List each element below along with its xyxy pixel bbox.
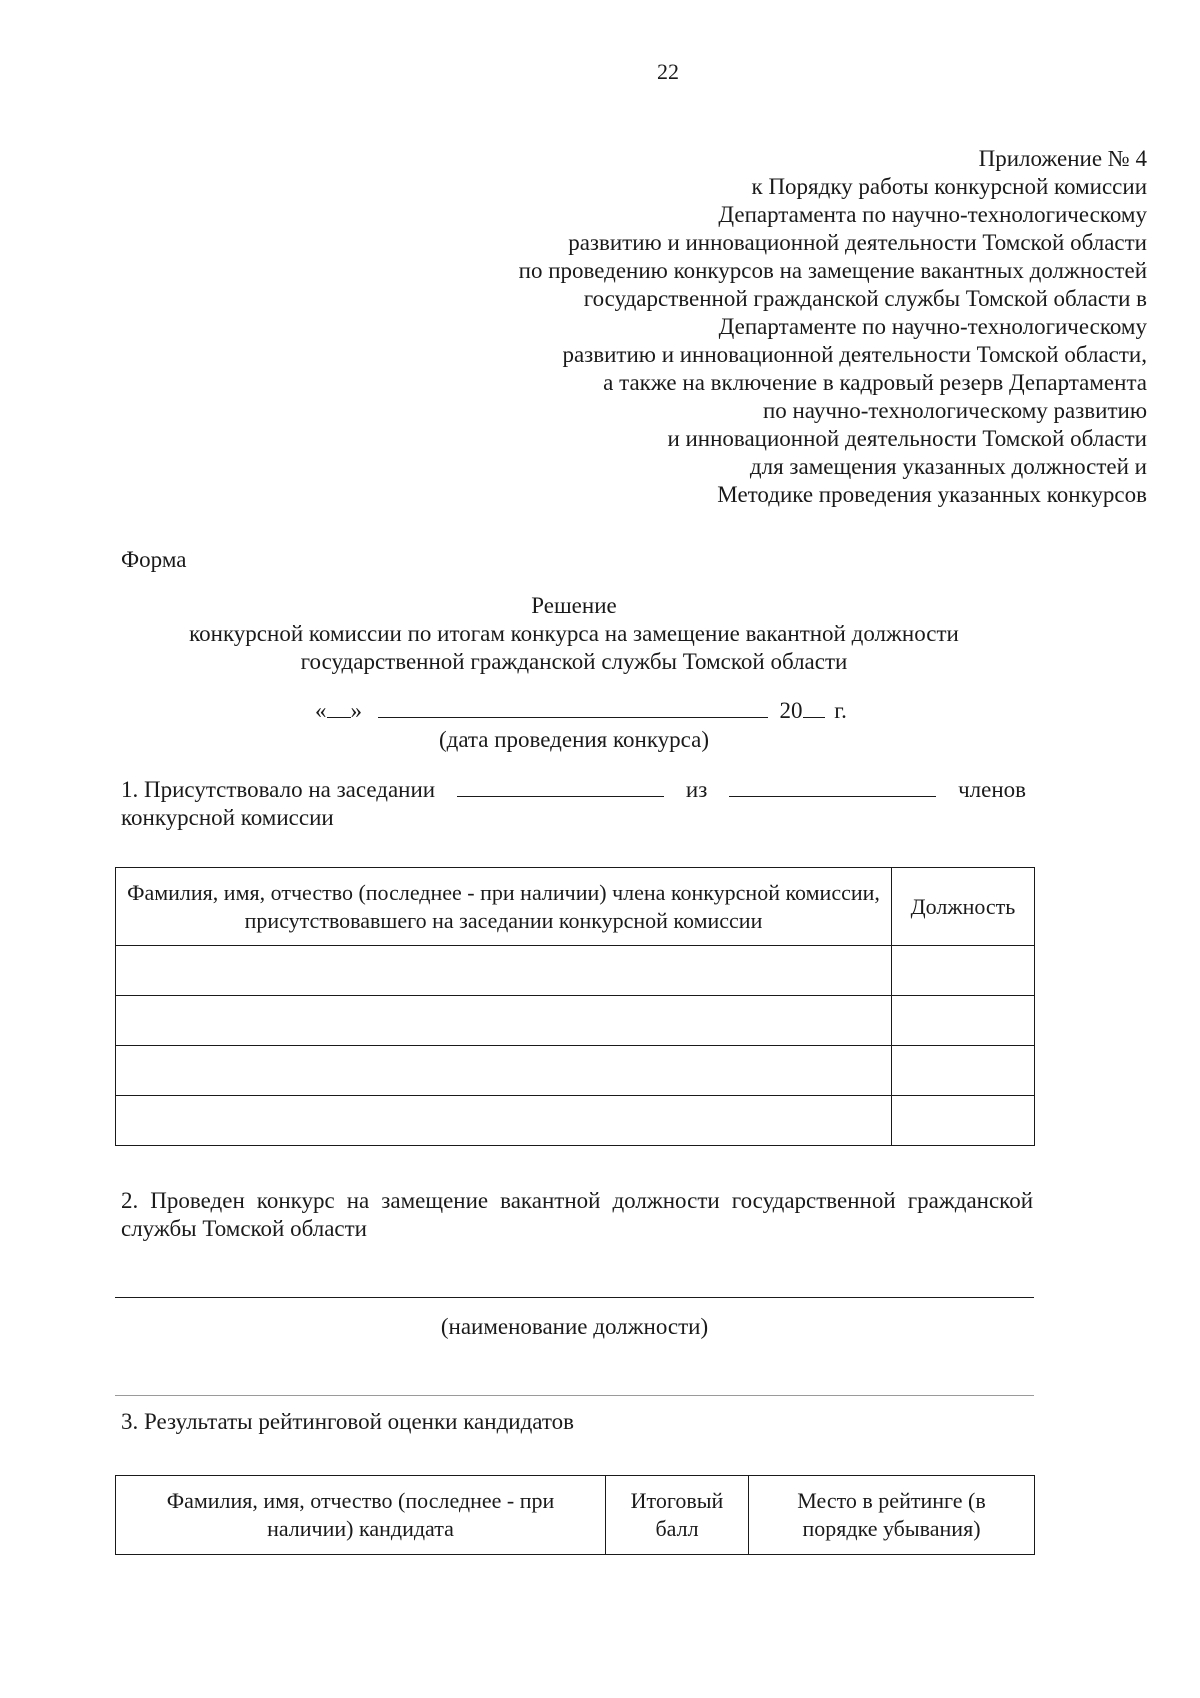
total-count-blank[interactable] xyxy=(729,776,936,797)
section-1-text-a: 1. Присутствовало на заседании xyxy=(121,777,436,802)
position-name-caption: (наименование должности) xyxy=(440,1314,709,1339)
section-1-text-b: из xyxy=(685,777,708,802)
member-position-cell[interactable] xyxy=(892,996,1035,1046)
appendix-line: развитию и инновационной деятельности Томской области xyxy=(568,230,1147,255)
appendix-line: Департамента по научно-технологическому xyxy=(718,202,1147,227)
table-row xyxy=(116,996,1035,1046)
document-title xyxy=(121,592,1027,676)
member-position-cell[interactable] xyxy=(892,946,1035,996)
appendix-line: а также на включение в кадровый резерв Департамента xyxy=(603,370,1147,395)
open-quote: « xyxy=(315,698,327,723)
date-caption: (дата проведения конкурса) xyxy=(438,727,710,752)
table-row xyxy=(116,1046,1035,1096)
member-position-cell[interactable] xyxy=(892,1046,1035,1096)
year-blank[interactable] xyxy=(803,697,825,718)
appendix-line: для замещения указанных должностей и xyxy=(749,454,1147,479)
date-line xyxy=(315,697,847,725)
member-name-cell[interactable] xyxy=(116,996,892,1046)
appendix-header xyxy=(247,145,1147,509)
title-heading: Решение xyxy=(531,593,617,618)
appendix-line: Департаменте по научно-технологическому xyxy=(718,314,1147,339)
member-name-header: Фамилия, имя, отчество (последнее - при наличии) члена конкурсной комиссии, присутствовавшего на заседании конкурсной комиссии xyxy=(116,868,892,946)
divider xyxy=(115,1395,1034,1396)
section-1-text-d: конкурсной комиссии xyxy=(121,805,334,830)
appendix-line: по проведению конкурсов на замещение вакантных должностей xyxy=(518,258,1147,283)
appendix-line: Приложение № 4 xyxy=(978,146,1147,171)
close-quote: » xyxy=(350,698,362,723)
table-row xyxy=(116,946,1035,996)
member-name-cell[interactable] xyxy=(116,1096,892,1146)
commission-members-table xyxy=(115,867,1035,1146)
appendix-line: по научно-технологическому развитию xyxy=(762,398,1147,423)
member-name-cell[interactable] xyxy=(116,1046,892,1096)
candidate-rating-table xyxy=(115,1475,1035,1555)
year-suffix: г. xyxy=(834,698,847,723)
present-count-blank[interactable] xyxy=(457,776,664,797)
section-1-text-c: членов xyxy=(958,777,1026,802)
day-blank[interactable] xyxy=(327,697,351,718)
table-row xyxy=(116,1096,1035,1146)
candidate-name-header: Фамилия, имя, отчество (последнее - при наличии) кандидата xyxy=(116,1476,606,1555)
member-position-header: Должность xyxy=(892,868,1035,946)
appendix-line: и инновационной деятельности Томской области xyxy=(667,426,1147,451)
section-1 xyxy=(121,776,1026,832)
form-label: Форма xyxy=(121,547,187,572)
month-blank[interactable] xyxy=(378,697,768,718)
title-line-2: государственной гражданской службы Томской области xyxy=(300,649,848,674)
appendix-line: государственной гражданской службы Томской области в xyxy=(583,286,1147,311)
year-prefix: 20 xyxy=(779,698,803,723)
appendix-line: развитию и инновационной деятельности Томской области, xyxy=(562,342,1147,367)
appendix-line: Методике проведения указанных конкурсов xyxy=(717,482,1147,507)
section-3-text: 3. Результаты рейтинговой оценки кандидатов xyxy=(121,1409,575,1434)
appendix-line: к Порядку работы конкурсной комиссии xyxy=(751,174,1147,199)
page-number: 22 xyxy=(657,59,679,84)
member-position-cell[interactable] xyxy=(892,1096,1035,1146)
rating-place-header: Место в рейтинге (в порядке убывания) xyxy=(749,1476,1035,1555)
title-line-1: конкурсной комиссии по итогам конкурса на замещение вакантной должности xyxy=(189,621,959,646)
total-score-header: Итоговый балл xyxy=(606,1476,749,1555)
section-2-text: 2. Проведен конкурс на замещение вакантной должности государственной гражданской службы Томской области xyxy=(121,1188,1033,1241)
position-name-line[interactable] xyxy=(115,1297,1034,1298)
member-name-cell[interactable] xyxy=(116,946,892,996)
